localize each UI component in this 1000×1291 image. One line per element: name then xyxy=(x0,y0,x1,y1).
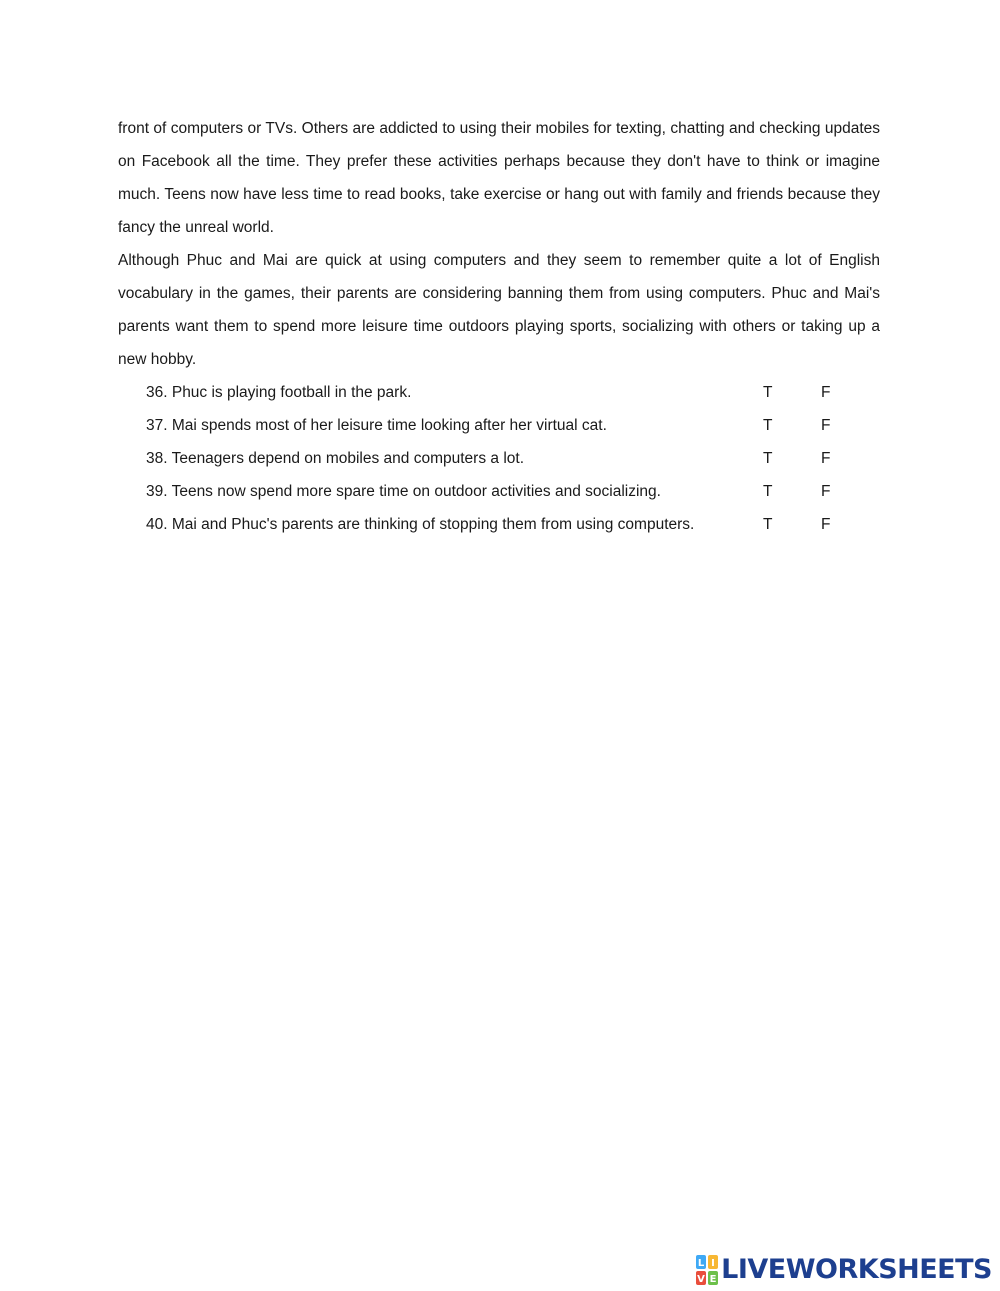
answer-false-option[interactable]: F xyxy=(821,384,831,401)
question-37 xyxy=(118,409,880,442)
question-text: 40. Mai and Phuc's parents are thinking of stopping them from using computers. xyxy=(146,516,695,533)
answer-true-option[interactable]: T xyxy=(763,417,773,434)
passage-paragraph-1: front of computers or TVs. Others are addicted to using their mobiles for texting, chatting and checking updates on Facebook all the time. They prefer these activities perhaps because they don't have to think or imagine much. Teens now have less time to read books, take exercise or hang out with family and friends because they fancy the unreal world. xyxy=(118,120,880,236)
svg-text:I: I xyxy=(711,1258,716,1269)
answer-true-option[interactable]: T xyxy=(763,516,773,533)
worksheet-page xyxy=(118,112,880,541)
answer-true-option[interactable]: T xyxy=(763,384,773,401)
liveworksheets-logo-mark-icon xyxy=(696,1255,718,1285)
answer-false-option[interactable]: F xyxy=(821,516,831,533)
question-text: 37. Mai spends most of her leisure time looking after her virtual cat. xyxy=(146,417,607,434)
liveworksheets-logo-text: LIVEWORKSHEETS xyxy=(721,1254,992,1285)
answer-false-option[interactable]: F xyxy=(821,417,831,434)
question-text: 36. Phuc is playing football in the park. xyxy=(146,384,412,401)
answer-false-option[interactable]: F xyxy=(821,450,831,467)
passage-paragraph-2: Although Phuc and Mai are quick at using computers and they seem to remember quite a lot of English vocabulary in the games, their parents are considering banning them from using computers. Phuc and Mai's parents want them to spend more leisure time outdoors playing sports, socializing with others or taking up a new hobby. xyxy=(118,252,880,368)
question-39 xyxy=(118,475,880,508)
true-false-questions xyxy=(118,376,880,541)
answer-true-option[interactable]: T xyxy=(763,483,773,500)
svg-text:E: E xyxy=(709,1274,717,1285)
svg-text:L: L xyxy=(697,1258,705,1269)
answer-false-option[interactable]: F xyxy=(821,483,831,500)
question-40 xyxy=(118,508,880,541)
question-36 xyxy=(118,376,880,409)
question-38 xyxy=(118,442,880,475)
answer-true-option[interactable]: T xyxy=(763,450,773,467)
question-text: 39. Teens now spend more spare time on outdoor activities and socializing. xyxy=(146,483,661,500)
liveworksheets-logo xyxy=(696,1253,992,1287)
question-text: 38. Teenagers depend on mobiles and computers a lot. xyxy=(146,450,524,467)
svg-text:V: V xyxy=(697,1274,706,1285)
